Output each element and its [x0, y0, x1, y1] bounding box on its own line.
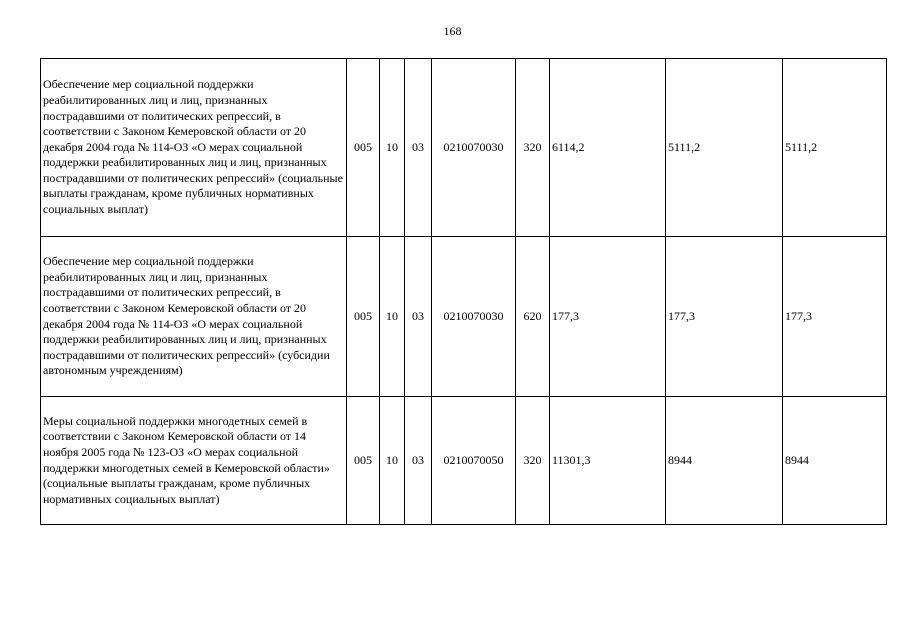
ministry-code: 005 — [347, 397, 380, 525]
ministry-code: 005 — [347, 59, 380, 237]
amount-year-3: 5111,2 — [783, 59, 887, 237]
amount-year-1: 6114,2 — [550, 59, 666, 237]
row-description: Обеспечение мер социальной поддержки реабилитированных лиц и лиц, признанных пострадавшими от политических репрессий, в соответствии с Законом Кемеровской области от 20 декабря 2004 года № 114-ОЗ «О мерах социальной поддержки реабилитированных лиц и лиц, признанных пострадавшими от политических репрессий» (социальные выплаты гражданам, кроме публичных нормативных социальных выплат) — [41, 59, 347, 237]
target-article-code: 0210070030 — [432, 237, 516, 397]
subsection-code: 03 — [405, 237, 432, 397]
row-description: Меры социальной поддержки многодетных семей в соответствии с Законом Кемеровской области от 14 ноября 2005 года № 123-ОЗ «О мерах социальной поддержки многодетных семей в Кемеровской области» (социальные выплаты гражданам, кроме публичных нормативных социальных выплат) — [41, 397, 347, 525]
budget-table — [40, 58, 887, 525]
table-row — [41, 237, 887, 397]
amount-year-1: 11301,3 — [550, 397, 666, 525]
expense-type-code: 320 — [516, 397, 550, 525]
section-code: 10 — [380, 237, 405, 397]
amount-year-2: 8944 — [666, 397, 783, 525]
amount-year-3: 177,3 — [783, 237, 887, 397]
target-article-code: 0210070050 — [432, 397, 516, 525]
page-number: 168 — [443, 24, 462, 38]
table-row — [41, 397, 887, 525]
target-article-code: 0210070030 — [432, 59, 516, 237]
row-description: Обеспечение мер социальной поддержки реабилитированных лиц и лиц, признанных пострадавшими от политических репрессий, в соответствии с Законом Кемеровской области от 20 декабря 2004 года № 114-ОЗ «О мерах социальной поддержки реабилитированных лиц и лиц, признанных пострадавшими от политических репрессий» (субсидии автономным учреждениям) — [41, 237, 347, 397]
subsection-code: 03 — [405, 397, 432, 525]
amount-year-1: 177,3 — [550, 237, 666, 397]
expense-type-code: 620 — [516, 237, 550, 397]
section-code: 10 — [380, 59, 405, 237]
amount-year-3: 8944 — [783, 397, 887, 525]
expense-type-code: 320 — [516, 59, 550, 237]
subsection-code: 03 — [405, 59, 432, 237]
section-code: 10 — [380, 397, 405, 525]
table-row — [41, 59, 887, 237]
ministry-code: 005 — [347, 237, 380, 397]
amount-year-2: 5111,2 — [666, 59, 783, 237]
amount-year-2: 177,3 — [666, 237, 783, 397]
